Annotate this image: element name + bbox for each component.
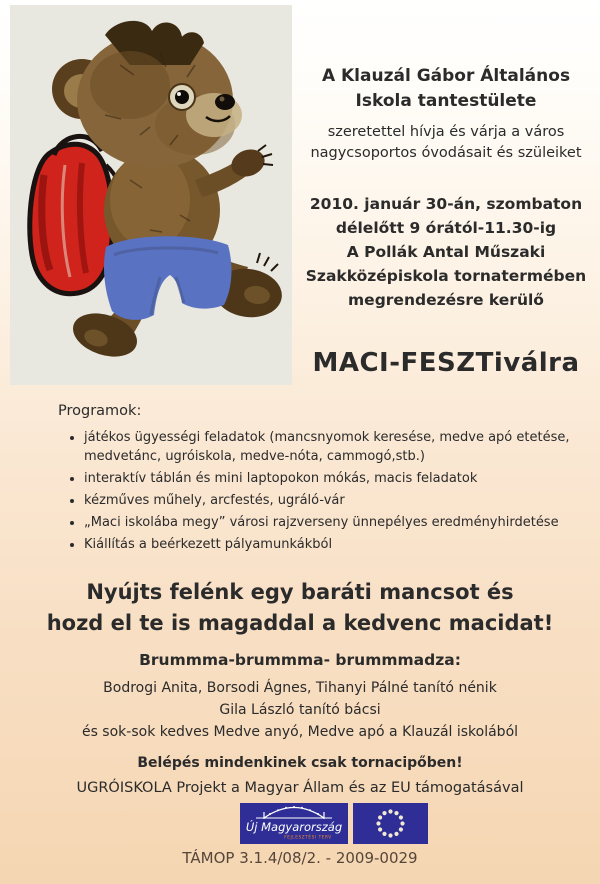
header-text-column bbox=[298, 64, 594, 380]
hosts-names bbox=[0, 677, 600, 743]
hosts-heading: Brummma-brummma- brummmadza: bbox=[139, 651, 461, 669]
logo-subtitle: FEJLESZTÉSI TERV bbox=[284, 834, 332, 840]
invite-subtitle-line-2: nagycsoportos óvodásait és szüleiket bbox=[310, 145, 582, 161]
invite-subtitle bbox=[298, 122, 594, 164]
invitation-line-2: hozd el te is magaddal a kedvenc macidat! bbox=[46, 611, 554, 635]
event-date-line-1: 2010. január 30-án, szombaton bbox=[309, 195, 583, 213]
school-name-line-1: A Klauzál Gábor Általános bbox=[321, 66, 571, 86]
programs-heading: Programok: bbox=[58, 403, 142, 419]
festival-title: MACI-FESZTiválra bbox=[312, 348, 580, 378]
invitation-slogan bbox=[0, 577, 600, 639]
programs-section bbox=[58, 402, 580, 557]
program-item: • interaktív táblán és mini laptopokon mókás, macis feladatok bbox=[84, 469, 580, 488]
uj-magyarorszag-logo bbox=[240, 803, 348, 844]
project-code: TÁMOP 3.1.4/08/2. - 2009-0029 bbox=[182, 849, 418, 867]
event-venue-line-1: A Pollák Antal Műszaki bbox=[346, 243, 546, 261]
hosts-line-2: Gila László tanító bácsi bbox=[219, 702, 381, 718]
program-item: • játékos ügyességi feladatok (mancsnyomok keresése, medve apó etetése, medvetánc, ugróiskola, medve-nóta, cammogó,stb.) bbox=[84, 428, 580, 466]
program-item: • kézműves műhely, arcfestés, ugráló-vár bbox=[84, 491, 580, 510]
invite-subtitle-line-1: szeretettel hívja és várja a város bbox=[327, 124, 565, 140]
program-item: • Kiállítás a beérkezett pályamunkákból bbox=[84, 535, 580, 554]
event-venue-line-2: Szakközépiskola tornatermében bbox=[305, 267, 587, 285]
hosts-line-3: és sok-sok kedves Medve anyó, Medve apó a Klauzál iskolából bbox=[81, 724, 519, 740]
project-support-note: UGRÓISKOLA Projekt a Magyar Állam és az EU támogatásával bbox=[76, 780, 524, 796]
programs-list bbox=[58, 428, 580, 554]
program-item: • „Maci iskolába megy” városi rajzverseny ünnepélyes eredményhirdetése bbox=[84, 513, 580, 532]
event-venue-line-3: megrendezésre kerülő bbox=[348, 291, 544, 309]
school-name bbox=[298, 64, 594, 114]
logo-row bbox=[240, 803, 428, 844]
teddy-bear-illustration bbox=[10, 5, 292, 385]
hosts-line-1: Bodrogi Anita, Borsodi Ágnes, Tihanyi Pálné tanító nénik bbox=[103, 680, 497, 696]
hosts-section bbox=[0, 650, 600, 743]
teddy-bear-drawing bbox=[10, 5, 292, 385]
event-details bbox=[298, 192, 594, 312]
entry-note: Belépés mindenkinek csak tornacipőben! bbox=[137, 755, 463, 771]
school-name-line-2: Iskola tantestülete bbox=[355, 91, 537, 111]
footer-notes bbox=[0, 753, 600, 798]
invitation-line-1: Nyújts felénk egy baráti mancsot és bbox=[86, 580, 514, 604]
eu-flag-icon bbox=[353, 803, 428, 844]
event-date-line-2: délelőtt 9 órától-11.30-ig bbox=[335, 219, 557, 237]
logo-title: Új Magyarország bbox=[245, 820, 343, 834]
